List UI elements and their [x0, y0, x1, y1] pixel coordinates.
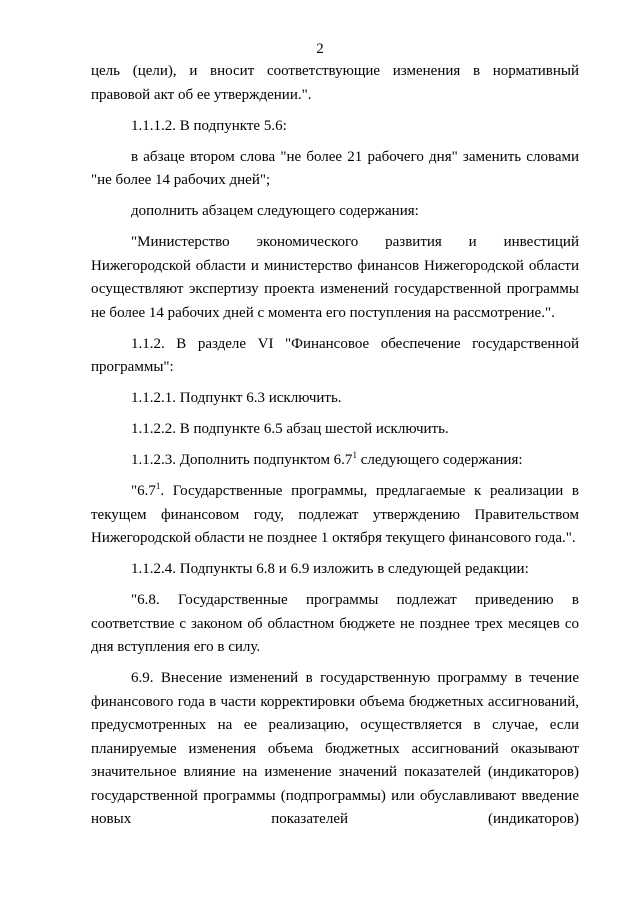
superscript-one: 1 [155, 481, 161, 491]
paragraph-1-1-2: 1.1.2. В разделе VI "Финансовое обеспечение государственной программы": [91, 335, 579, 375]
paragraph-6-7-1 [91, 480, 579, 551]
paragraph-1-1-2-2: 1.1.2.2. В подпункте 6.5 абзац шестой исключить. [131, 421, 449, 437]
superscript-one: 1 [352, 450, 357, 460]
paragraph-1-1-2-1: 1.1.2.1. Подпункт 6.3 исключить. [131, 390, 342, 406]
paragraph-1-1-2-3 [91, 449, 579, 473]
paragraph-add-abzac: дополнить абзацем следующего содержания: [131, 203, 419, 219]
paragraph-6-8: "6.8. Государственные программы подлежат приведению в соответствие с законом об областном бюджете не позднее трех месяцев со дня вступления его в силу. [91, 592, 579, 655]
paragraph-1-1-2-3-after: следующего содержания: [356, 452, 523, 468]
paragraph-1-1-1-2: 1.1.1.2. В подпункте 5.6: [131, 117, 287, 134]
paragraph-replace-words: в абзаце втором слова "не более 21 рабочего дня" заменить словами "не более 14 рабочих дней"; [91, 148, 579, 188]
paragraph-1-1-2-3-before: 1.1.2.3. Дополнить подпунктом 6.7 [131, 452, 353, 468]
paragraph-ministry-expertise: "Министерство экономического развития и инвестиций Нижегородской области и министерство финансов Нижегородской области осуществляют экспертизу проекта изменений государственной программы не более 14 рабочих дней с момента его поступления на рассмотрение.". [91, 234, 579, 321]
paragraph-continuation: цель (цели), и вносит соответствующие изменения в нормативный правовой акт об ее утверждении.". [91, 63, 579, 103]
paragraph-6-7-1-before: "6.7 [131, 483, 156, 499]
paragraph-6-9: 6.9. Внесение изменений в государственную программу в течение финансового года в части корректировки объема бюджетных ассигнований, предусмотренных на ее реализацию, осуществляется в случае, если планируемые изменения объема бюджетных ассигнований оказывают значительное влияние на изменение значений показателей (индикаторов) государственной программы (подпрограммы) или обуславливают введение новых показателей (индикаторов) [91, 670, 579, 827]
paragraph-1-1-2-4: 1.1.2.4. Подпункты 6.8 и 6.9 изложить в следующей редакции: [131, 561, 529, 577]
document-body [91, 60, 579, 839]
paragraph-6-7-1-after: . Государственные программы, предлагаемые к реализации в текущем финансовом году, подлежат утверждению Правительством Нижегородской области не позднее 1 октября текущего финансового года.". [91, 483, 579, 546]
page-number: 2 [316, 41, 324, 57]
